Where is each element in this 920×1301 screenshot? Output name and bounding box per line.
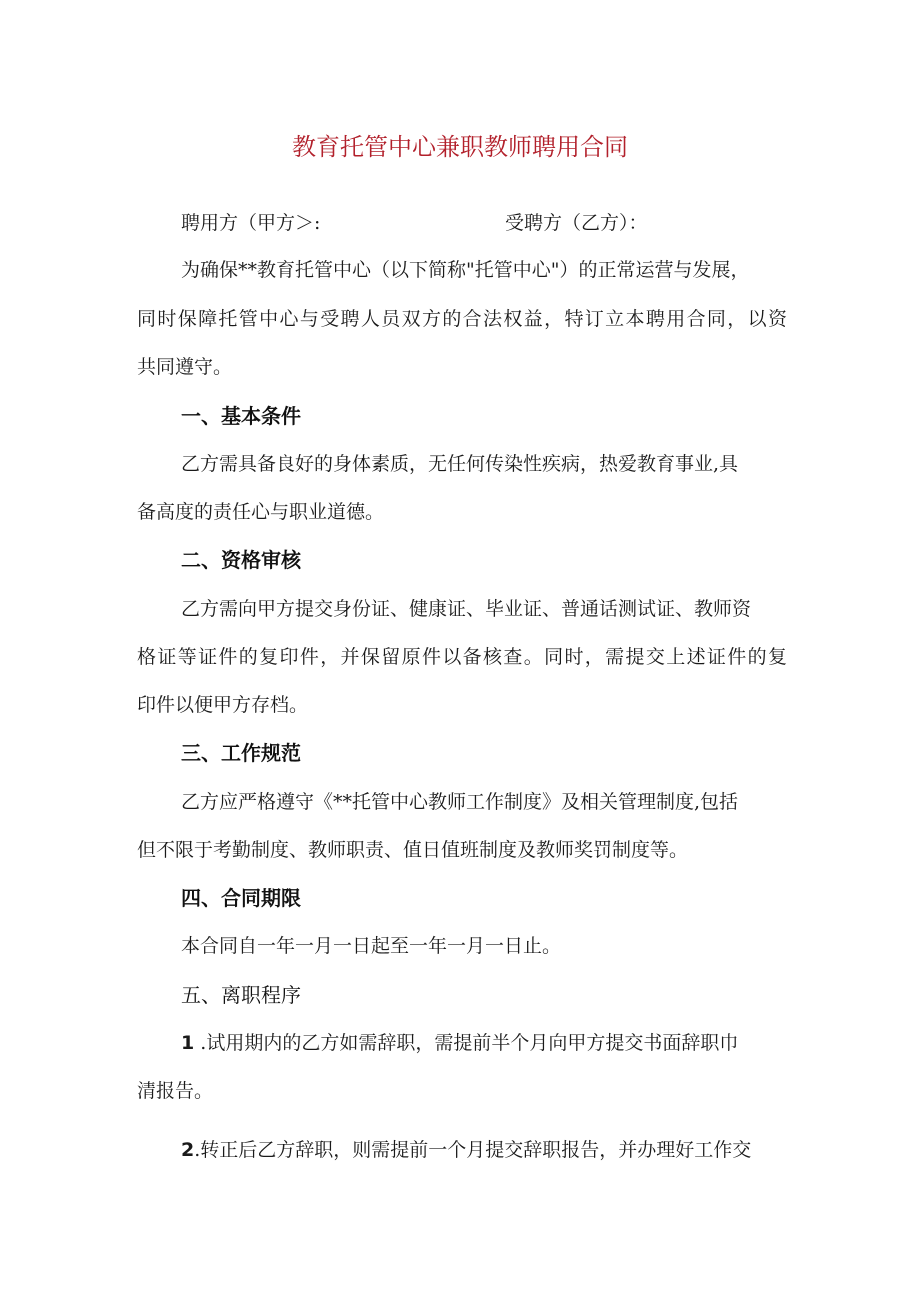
item-1-text: .试用期内的乙方如需辞职，需提前半个月向甲方提交书面辞职巾 [194, 1032, 739, 1054]
intro-line-2: 同时保障托管中心与受聘人员双方的合法权益，特订立本聘用合同，以资 [137, 308, 787, 330]
section-1-line-1: 乙方需具备良好的身体素质，无任何传染性疾病，热爱教育事业,具 [181, 453, 739, 475]
item-number-2: 2 [181, 1139, 195, 1161]
section-2-line-2: 格证等证件的复印件，并保留原件以备核查。同时，需提交上述证件的复 [137, 646, 787, 668]
section-5-item-1-line-1 [181, 1028, 773, 1058]
item-number-1: 1 [181, 1032, 195, 1054]
party-a-label: 聘用方（甲方＞: [181, 212, 321, 234]
section-heading-2: 二、资格审核 [181, 548, 301, 572]
section-4-line-1: 本合同自一年一月一日起至一年一月一日止。 [181, 935, 562, 957]
section-2-line-1: 乙方需向甲方提交身份证、健康证、毕业证、普通话测试证、教师资 [181, 598, 752, 620]
section-3-line-2: 但不限于考勤制度、教师职责、值日值班制度及教师奖罚制度等。 [137, 839, 689, 861]
intro-line-3: 共同遵守。 [137, 356, 233, 378]
intro-line-1: 为确保**教育托管中心（以下简称"托管中心"）的正常运营与发展， [181, 259, 750, 281]
item-2-text: .转正后乙方辞职，则需提前一个月提交辞职报告，并办理好工作交 [194, 1139, 752, 1161]
section-heading-3: 三、工作规范 [181, 741, 301, 765]
section-heading-4: 四、合同期限 [181, 886, 301, 910]
section-heading-1: 一、基本条件 [181, 404, 301, 428]
parties-line [181, 208, 661, 238]
section-3-line-1: 乙方应严格遵守《**托管中心教师工作制度》及相关管理制度,包括 [181, 791, 739, 813]
section-5-item-1-line-2: 清报告。 [137, 1080, 214, 1102]
section-1-line-2: 备高度的责任心与职业道德。 [137, 501, 385, 523]
section-2-line-3: 印件以便甲方存档。 [137, 694, 309, 716]
party-b-label: 受聘方（乙方）： [505, 212, 648, 234]
document-title: 教育托管中心兼职教师聘用合同 [292, 133, 628, 161]
section-5-item-2-line-1 [181, 1135, 781, 1165]
section-heading-5: 五、离职程序 [181, 983, 301, 1007]
